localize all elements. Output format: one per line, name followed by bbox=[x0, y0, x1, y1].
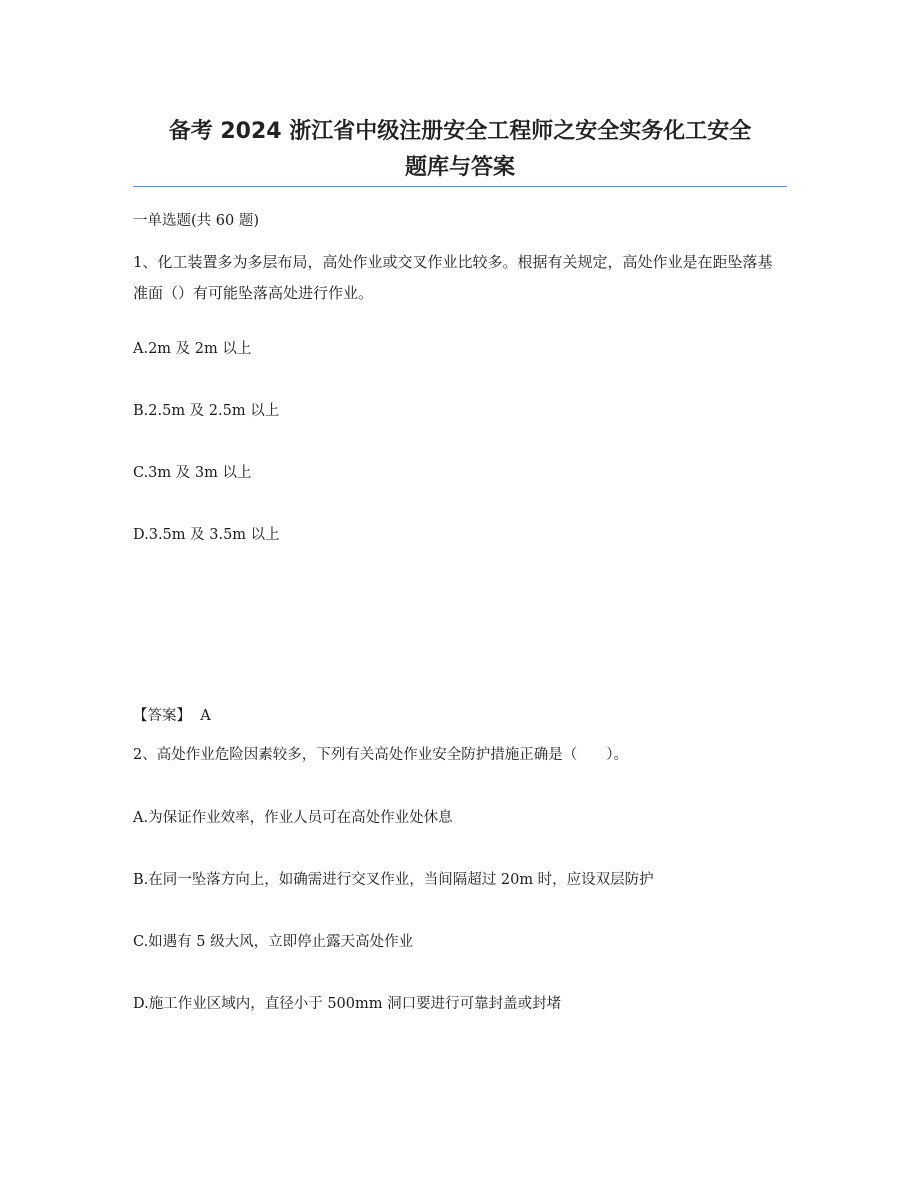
question-1-text: 1、化工装置多为多层布局，高处作业或交叉作业比较多。根据有关规定，高处作业是在距坠落基准面（）有可能坠落高处进行作业。 bbox=[133, 253, 773, 302]
title-line-2: 题库与答案 bbox=[404, 155, 515, 180]
question-1-option-d: D.3.5m 及 3.5m 以上 bbox=[133, 527, 280, 543]
title-divider bbox=[133, 186, 787, 187]
question-2-option-a: A.为保证作业效率，作业人员可在高处作业处休息 bbox=[133, 810, 453, 826]
question-1-option-b: B.2.5m 及 2.5m 以上 bbox=[133, 403, 280, 419]
question-2-option-d: D.施工作业区域内，直径小于 500mm 洞口要进行可靠封盖或封堵 bbox=[133, 996, 562, 1012]
question-2-text: 2、高处作业危险因素较多，下列有关高处作业安全防护措施正确是（ ）。 bbox=[133, 747, 628, 763]
question-2-option-c: C.如遇有 5 级大风，立即停止露天高处作业 bbox=[133, 934, 414, 950]
question-1-answer: 【答案】 A bbox=[133, 708, 211, 724]
question-2-option-b: B.在同一坠落方向上，如确需进行交叉作业，当间隔超过 20m 时，应设双层防护 bbox=[133, 872, 654, 888]
section-label: 一单选题(共 60 题) bbox=[133, 213, 259, 229]
document-title bbox=[120, 114, 800, 186]
title-line-1: 备考 2024 浙江省中级注册安全工程师之安全实务化工安全 bbox=[168, 119, 752, 144]
question-1-option-c: C.3m 及 3m 以上 bbox=[133, 465, 252, 481]
question-1-option-a: A.2m 及 2m 以上 bbox=[133, 341, 252, 357]
